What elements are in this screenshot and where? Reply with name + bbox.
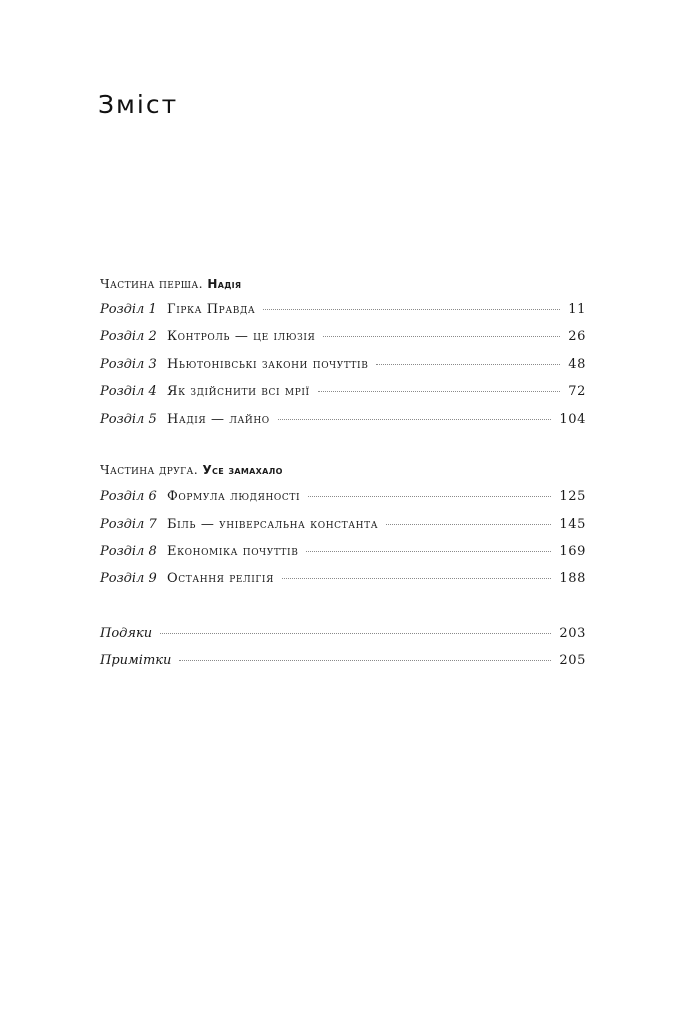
toc-row-chapter-6[interactable] [100, 487, 586, 507]
toc-row-chapter-3[interactable] [100, 355, 586, 375]
part-2-label: Частина друга. [100, 462, 199, 477]
page-number: 188 [559, 571, 586, 586]
chapter-number: Розділ 5 [100, 412, 157, 427]
part-1-heading [100, 278, 241, 291]
page-number: 48 [568, 357, 586, 372]
chapter-title: Економіка почуттів [167, 544, 299, 559]
dot-leader [376, 363, 560, 365]
dot-leader [278, 418, 552, 420]
page-number: 125 [559, 489, 586, 504]
page-title: Зміст [98, 90, 179, 119]
part-1-label: Частина перша. [100, 276, 203, 291]
part-2-name: Усе замахало [202, 463, 283, 477]
dot-leader [323, 335, 560, 337]
chapter-number: Розділ 4 [100, 384, 157, 399]
page-number: 169 [559, 544, 586, 559]
dot-leader [386, 523, 551, 525]
page-number: 26 [568, 329, 586, 344]
toc-row-chapter-5[interactable] [100, 410, 586, 430]
toc-row-chapter-7[interactable] [100, 515, 586, 535]
toc-row-acknowledgments[interactable] [100, 624, 586, 644]
dot-leader [308, 495, 551, 497]
back-matter-title: Подяки [100, 626, 153, 641]
toc-row-chapter-4[interactable] [100, 382, 586, 402]
dot-leader [282, 577, 551, 579]
page-number: 11 [568, 302, 586, 317]
dot-leader [179, 659, 551, 661]
chapter-title: Ньютонівські закони почуттів [167, 357, 369, 372]
chapter-number: Розділ 9 [100, 571, 157, 586]
dot-leader [263, 308, 560, 310]
chapter-title: Надія — лайно [167, 412, 270, 427]
page-number: 145 [559, 517, 586, 532]
chapter-title: Контроль — це ілюзія [167, 329, 316, 344]
chapter-title: Як здійснити всі мрії [167, 384, 310, 399]
dot-leader [318, 390, 561, 392]
page-number: 104 [559, 412, 586, 427]
toc-row-notes[interactable] [100, 651, 586, 671]
chapter-title: Гірка Правда [167, 302, 256, 317]
page-number: 72 [568, 384, 586, 399]
toc-row-chapter-9[interactable] [100, 569, 586, 589]
chapter-number: Розділ 2 [100, 329, 157, 344]
part-2-heading [100, 464, 283, 477]
dot-leader [160, 632, 551, 634]
chapter-title: Біль — універсальна константа [167, 517, 379, 532]
dot-leader [306, 550, 551, 552]
part-1-name: Надія [207, 277, 242, 291]
chapter-number: Розділ 8 [100, 544, 157, 559]
chapter-number: Розділ 3 [100, 357, 157, 372]
page-number: 203 [559, 626, 586, 641]
toc-row-chapter-1[interactable] [100, 300, 586, 320]
back-matter-title: Примітки [100, 653, 172, 668]
page-number: 205 [559, 653, 586, 668]
chapter-title: Формула людяності [167, 489, 301, 504]
chapter-number: Розділ 6 [100, 489, 157, 504]
chapter-number: Розділ 7 [100, 517, 157, 532]
toc-row-chapter-8[interactable] [100, 542, 586, 562]
chapter-title: Остання релігія [167, 571, 274, 586]
toc-row-chapter-2[interactable] [100, 327, 586, 347]
chapter-number: Розділ 1 [100, 302, 157, 317]
